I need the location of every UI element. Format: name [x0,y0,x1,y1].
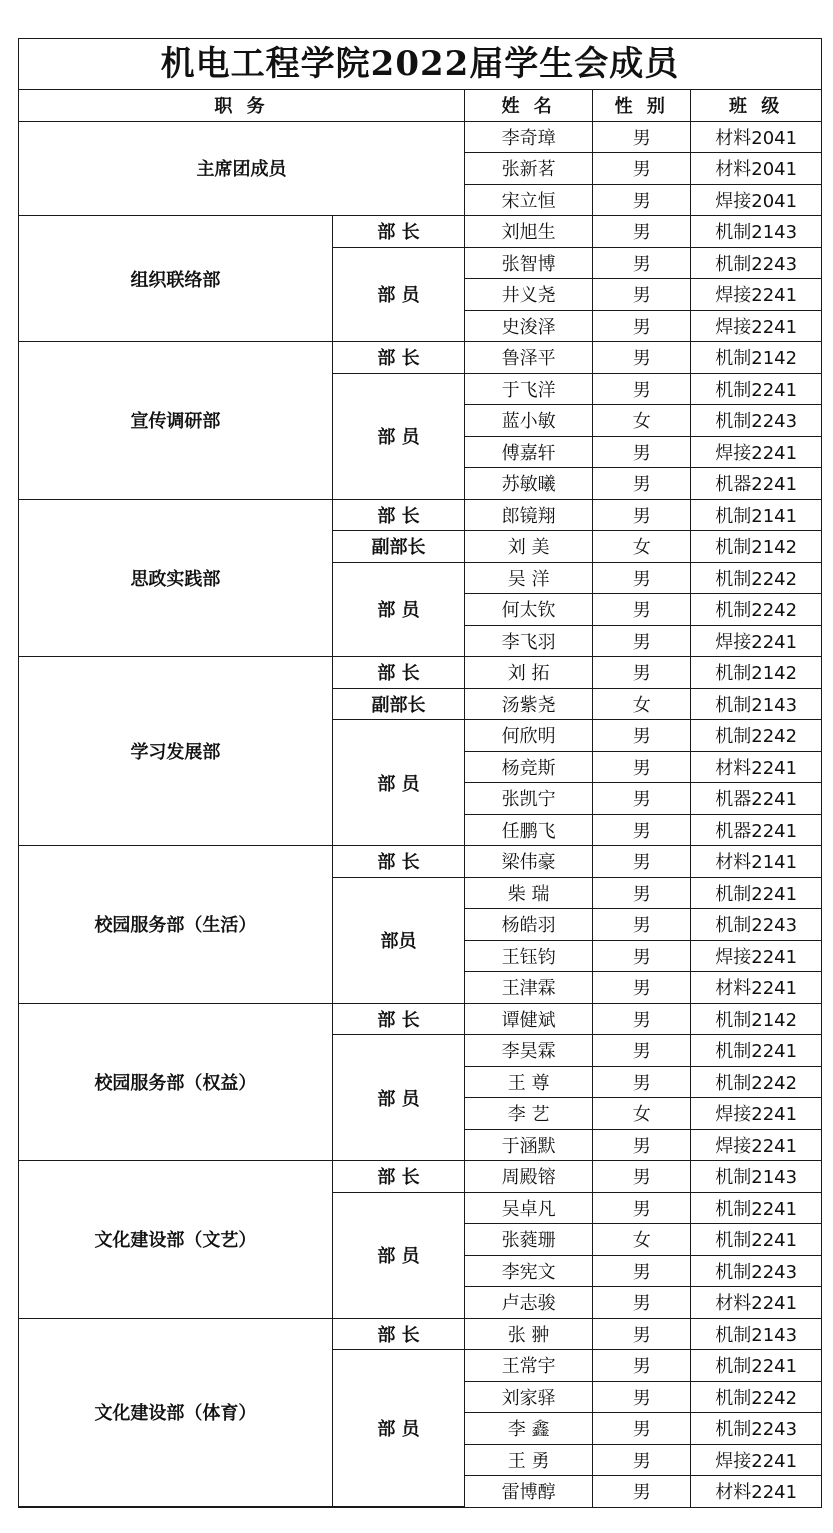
member-class: 材料2041 [691,153,821,185]
member-class: 焊接2241 [691,310,821,342]
member-gender: 男 [593,1161,691,1193]
member-gender: 男 [593,1350,691,1382]
member-class: 机制2242 [691,1066,821,1098]
member-name: 刘旭生 [465,216,593,248]
member-name: 井义尧 [465,279,593,311]
department-name: 校园服务部（权益） [19,1003,332,1161]
member-class: 机制2142 [691,531,821,563]
member-name: 苏敏曦 [465,468,593,500]
member-name: 汤紫尧 [465,688,593,720]
member-gender: 男 [593,846,691,878]
header-gender: 性 别 [593,90,691,121]
member-class: 机制2141 [691,499,821,531]
member-class: 焊接2241 [691,279,821,311]
role-label: 部 长 [332,342,464,374]
member-name: 梁伟豪 [465,846,593,878]
member-name: 李飞羽 [465,625,593,657]
department-name: 宣传调研部 [19,342,332,500]
member-gender: 男 [593,1066,691,1098]
role-label: 副部长 [332,531,464,563]
member-gender: 男 [593,184,691,216]
role-label: 部员 [332,877,464,1003]
roster-table [19,90,821,1507]
member-name: 王常宇 [465,1350,593,1382]
member-gender: 男 [593,594,691,626]
member-name: 傅嘉轩 [465,436,593,468]
member-gender: 男 [593,909,691,941]
member-name: 何太钦 [465,594,593,626]
member-name: 刘家驿 [465,1381,593,1413]
member-gender: 男 [593,877,691,909]
department-name: 校园服务部（生活） [19,846,332,1004]
member-gender: 男 [593,940,691,972]
member-class: 机制2243 [691,1255,821,1287]
member-class: 机制2142 [691,657,821,689]
member-gender: 男 [593,1318,691,1350]
member-gender: 男 [593,373,691,405]
member-class: 机制2242 [691,1381,821,1413]
member-row [19,657,821,689]
member-gender: 男 [593,342,691,374]
member-class: 机制2143 [691,1318,821,1350]
department-name: 文化建设部（文艺） [19,1161,332,1319]
department-name: 文化建设部（体育） [19,1318,332,1507]
member-name: 王 尊 [465,1066,593,1098]
member-name: 鲁泽平 [465,342,593,374]
member-gender: 男 [593,751,691,783]
member-class: 焊接2241 [691,940,821,972]
member-name: 吴卓凡 [465,1192,593,1224]
member-class: 材料2141 [691,846,821,878]
member-gender: 男 [593,1444,691,1476]
role-label: 部 员 [332,1192,464,1318]
department-name: 主席团成员 [19,121,465,216]
member-gender: 男 [593,121,691,153]
member-class: 机制2241 [691,877,821,909]
member-name: 刘 拓 [465,657,593,689]
header-position: 职 务 [19,90,465,121]
member-gender: 男 [593,657,691,689]
member-name: 李昊霖 [465,1035,593,1067]
member-row [19,1003,821,1035]
member-name: 王津霖 [465,972,593,1004]
member-name: 雷博醇 [465,1476,593,1507]
department-name: 思政实践部 [19,499,332,657]
member-class: 焊接2241 [691,436,821,468]
member-name: 柴 瑞 [465,877,593,909]
member-gender: 男 [593,720,691,752]
member-gender: 女 [593,688,691,720]
header-class: 班 级 [691,90,821,121]
header-name: 姓 名 [465,90,593,121]
member-class: 焊接2241 [691,1129,821,1161]
member-class: 材料2241 [691,1287,821,1319]
member-name: 杨竞斯 [465,751,593,783]
member-name: 张 翀 [465,1318,593,1350]
member-gender: 男 [593,1129,691,1161]
member-name: 史浚泽 [465,310,593,342]
member-gender: 男 [593,625,691,657]
member-gender: 男 [593,436,691,468]
page-title: 机电工程学院2022届学生会成员 [19,39,821,90]
member-name: 李奇璋 [465,121,593,153]
member-class: 机制2242 [691,562,821,594]
member-class: 材料2241 [691,972,821,1004]
member-gender: 男 [593,153,691,185]
member-gender: 男 [593,562,691,594]
member-class: 机制2242 [691,594,821,626]
member-class: 机制2242 [691,720,821,752]
role-label: 部 员 [332,562,464,657]
role-label: 部 员 [332,720,464,846]
member-name: 张凯宁 [465,783,593,815]
role-label: 部 长 [332,1003,464,1035]
member-name: 杨皓羽 [465,909,593,941]
member-gender: 女 [593,405,691,437]
role-label: 部 长 [332,1318,464,1350]
member-name: 于涵默 [465,1129,593,1161]
member-name: 王钰钧 [465,940,593,972]
member-gender: 男 [593,499,691,531]
member-name: 蓝小敏 [465,405,593,437]
roster-body [19,121,821,1507]
member-gender: 男 [593,279,691,311]
member-class: 材料2041 [691,121,821,153]
member-name: 宋立恒 [465,184,593,216]
member-class: 材料2241 [691,1476,821,1507]
role-label: 部 长 [332,1161,464,1193]
member-row [19,1318,821,1350]
member-gender: 男 [593,216,691,248]
member-name: 李 鑫 [465,1413,593,1445]
member-name: 于飞洋 [465,373,593,405]
member-gender: 女 [593,1098,691,1130]
member-name: 刘 美 [465,531,593,563]
member-name: 何欣明 [465,720,593,752]
member-class: 焊接2241 [691,1444,821,1476]
member-class: 焊接2041 [691,184,821,216]
member-class: 机器2241 [691,814,821,846]
department-name: 学习发展部 [19,657,332,846]
member-gender: 男 [593,310,691,342]
member-class: 材料2241 [691,751,821,783]
member-gender: 男 [593,247,691,279]
member-gender: 女 [593,1224,691,1256]
member-name: 李宪文 [465,1255,593,1287]
member-class: 机制2243 [691,909,821,941]
member-class: 机制2243 [691,1413,821,1445]
member-name: 王 勇 [465,1444,593,1476]
member-class: 机器2241 [691,468,821,500]
member-name: 谭健斌 [465,1003,593,1035]
member-class: 机制2143 [691,688,821,720]
member-gender: 男 [593,1381,691,1413]
member-class: 机制2142 [691,1003,821,1035]
role-label: 部 员 [332,247,464,342]
member-name: 任鹏飞 [465,814,593,846]
member-name: 张新茗 [465,153,593,185]
member-row [19,499,821,531]
member-gender: 男 [593,1413,691,1445]
role-label: 部 长 [332,846,464,878]
member-name: 吴 洋 [465,562,593,594]
member-gender: 男 [593,972,691,1004]
member-class: 机制2241 [691,373,821,405]
member-gender: 男 [593,1192,691,1224]
member-gender: 男 [593,1035,691,1067]
role-label: 副部长 [332,688,464,720]
member-name: 周殿镕 [465,1161,593,1193]
header-row [19,90,821,121]
member-class: 机制2143 [691,1161,821,1193]
member-class: 机制2143 [691,216,821,248]
member-gender: 男 [593,468,691,500]
member-class: 机制2241 [691,1192,821,1224]
member-class: 机制2241 [691,1224,821,1256]
member-name: 卢志骏 [465,1287,593,1319]
member-class: 机制2243 [691,405,821,437]
member-gender: 男 [593,1287,691,1319]
role-label: 部 长 [332,499,464,531]
member-class: 机制2241 [691,1035,821,1067]
role-label: 部 员 [332,1035,464,1161]
member-gender: 男 [593,1003,691,1035]
member-name: 张智博 [465,247,593,279]
role-label: 部 员 [332,1350,464,1507]
role-label: 部 长 [332,216,464,248]
member-class: 焊接2241 [691,625,821,657]
role-label: 部 员 [332,373,464,499]
member-row [19,1161,821,1193]
member-gender: 男 [593,783,691,815]
member-name: 郎镜翔 [465,499,593,531]
member-class: 焊接2241 [691,1098,821,1130]
member-name: 张蕤珊 [465,1224,593,1256]
member-name: 李 艺 [465,1098,593,1130]
member-gender: 男 [593,814,691,846]
member-class: 机制2142 [691,342,821,374]
member-class: 机制2241 [691,1350,821,1382]
member-gender: 男 [593,1476,691,1507]
member-row [19,121,821,153]
member-row [19,846,821,878]
role-label: 部 长 [332,657,464,689]
roster-sheet [18,38,822,1508]
member-gender: 男 [593,1255,691,1287]
member-row [19,342,821,374]
member-gender: 女 [593,531,691,563]
member-class: 机器2241 [691,783,821,815]
department-name: 组织联络部 [19,216,332,342]
member-row [19,216,821,248]
member-class: 机制2243 [691,247,821,279]
